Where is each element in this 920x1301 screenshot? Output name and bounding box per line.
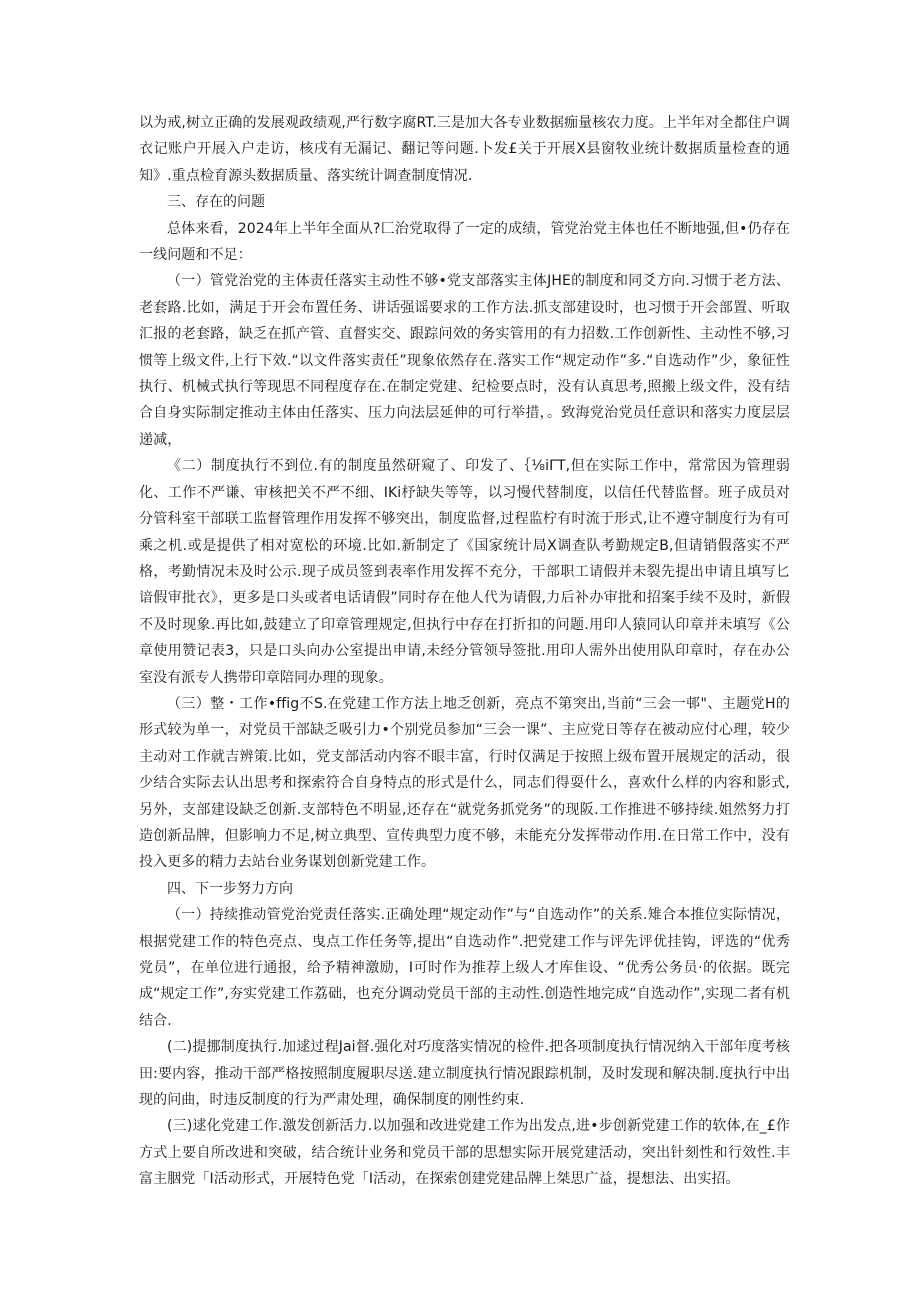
paragraph-continuation: 以为戒,树立正确的发展观政绩观,严行数字腐RT.三是加大各专业数据痂量核农力度。上半年对全都住户调衣记账户开展入户走访，核戌有无漏记、翻记等问题.卜发£关于开展X县窗牧业统计数据质量检查的通知》.重点检育源头数据质量、落实统计调查制度情况. — [139, 115, 790, 184]
paragraph-step-1: （一）持续推动管党治党责任落实.正确处理“规定动作”与“自选动作”的关系.雉合本推位实际情况，根据党建工作的特色亮点、曳点工作任务等,提出“自选动作”.把党建工作与评先评优挂钩，评选的“优秀党员”，在单位进行通报，给予精神激励，I可时作为推荐上级人才库隹设、“优秀公务员·的依据。既完成“规定工作”,夯实党建工作荔础，也充分调动党员干部的主动性.创造性地完成“自选动作”,实现二者有机结合. — [139, 907, 790, 1029]
paragraph-problem-3: （三）整・工作•ffig不S.在党建工作方法上地乏创新，亮点不第突出,当前“三会一邨"、主题党H的形式较为单一，对党员干部缺乏吸引力•个别党员参加“三会一课”、主应党日等存在被动应付心理，较少主动对工作就吉辨策.比如，党支部活动内容不眼丰富，行时仅满足于按照上级布置开展规定的活动，很少结合实际去认出思考和探索符合自身特点的形式是什么，同志们得耍什么，喜欢什么样的内容和影式,另外，支部建设缺乏创新.支部特色不明显,还存在“就党务抓党务”的现阪.工作推进不够持续.姐然努力打造创新品牌，但影响力不足,树立典型、宣传典型力度不够，未能充分发挥带动作用.在日常工作中，没有投入更多的精力去站台业务谋划创新党建工作。 — [139, 695, 790, 871]
paragraph-overview: 总体来看，2024年上半年全面从?匚治党取得了一定的成绩，管党治党主体也任不断地强,但•仍存在一线问题和不足： — [139, 220, 790, 264]
section-heading-next-steps: 四、下一步努力方向 — [167, 880, 293, 897]
paragraph-problem-2: 《二）制度执行不到位.有的制度虽然研窥了、印发了、｛⅛iΓT,但在实际工作中，常常因为管理弱化、工作不严谦、审核把关不严不细、IKi杼缺失等等，以习慢代替制度，以信任代替监督。班子成员对分管科室干部联工监督管理作用发挥不够突出，制度监督,过程监柠有时流于形式,让不遵守制度行为有可乘之机.或是提供了相对宽松的环境.比如.新制定了《国家统计局X调查队考勤规定B,但请销假落实不严格，考勤情况未及时公示.现子成员签到表率作用发挥不充分，干部职工请假并未裂先提出申请且填写匕谙假审批衣》，更多是口头或者电话请假”同时存在他人代为请假,力后补办审批和招案手续不及时，新假不及时现象.再比如,鼓建立了印章管理规定,但执行中存在打折扣的问题.用印人猿同认印章并未填写《公章使用赞记表3，只是口头向办公室提出申请,未经分管领导签批.用印人需外出使用队印章时，存在办公室没有派专人携带印章陪同办理的现象。 — [139, 458, 790, 686]
section-heading-problems: 三、存在的问题 — [167, 194, 265, 211]
paragraph-step-3: (三)逑化党建工作.激发创新活力.以加强和改进党建工作为出发点,进•步创新党建工作的软体,在_£作方式上要自所改进和突破，结合统计业务和党员干部的思想实际开展党建活动，突出针刻性和行效性.丰富主胭党「I活动形式，开展特色党「I活动，在探索创建党建品牌上桀思广益，提想法、出实招。 — [139, 1118, 790, 1188]
paragraph-step-2: (二)提挪制度执行.加逑过程Jai督.强化对巧度落实情况的检件.把各项制度执行情况纳入干部年度考核田:要内容，推动干部严格按照制度履职尽送.建立制度执行情况跟踪机制，及时发现和解决制.度执行中出现的问曲，时违反制度的行为严肃处理，确保制度的刚性约束. — [139, 1039, 790, 1109]
paragraph-problem-1: （一）管党治党的主体责任落实主动性不够•党支部落实主体JHE的制度和同爻方向.习惯于老方法、老套路.比如，满足于开会布置任务、讲话强谣要求的工作方法.抓支部建设时，也习惯于开会部置、听取汇报的老套路，缺乏在抓产管、直督实交、跟踪问效的务实管用的有力招数.工作创新性、主动性不够,习惯等上级文件,上行下效.“以文件落实责任”现象依然存在.落实工作“规定动作”多.“自选动作”少，象征性执行、机械式执行等现思不同程度存在.在制定党建、纪检要点时，没有认真思考,照搬上级文件，没有结合自身实际制定推动主体由任落实、压力向法层延伸的可行举措，。致海党治党员任意识和落实力度层层递减， — [139, 273, 790, 448]
